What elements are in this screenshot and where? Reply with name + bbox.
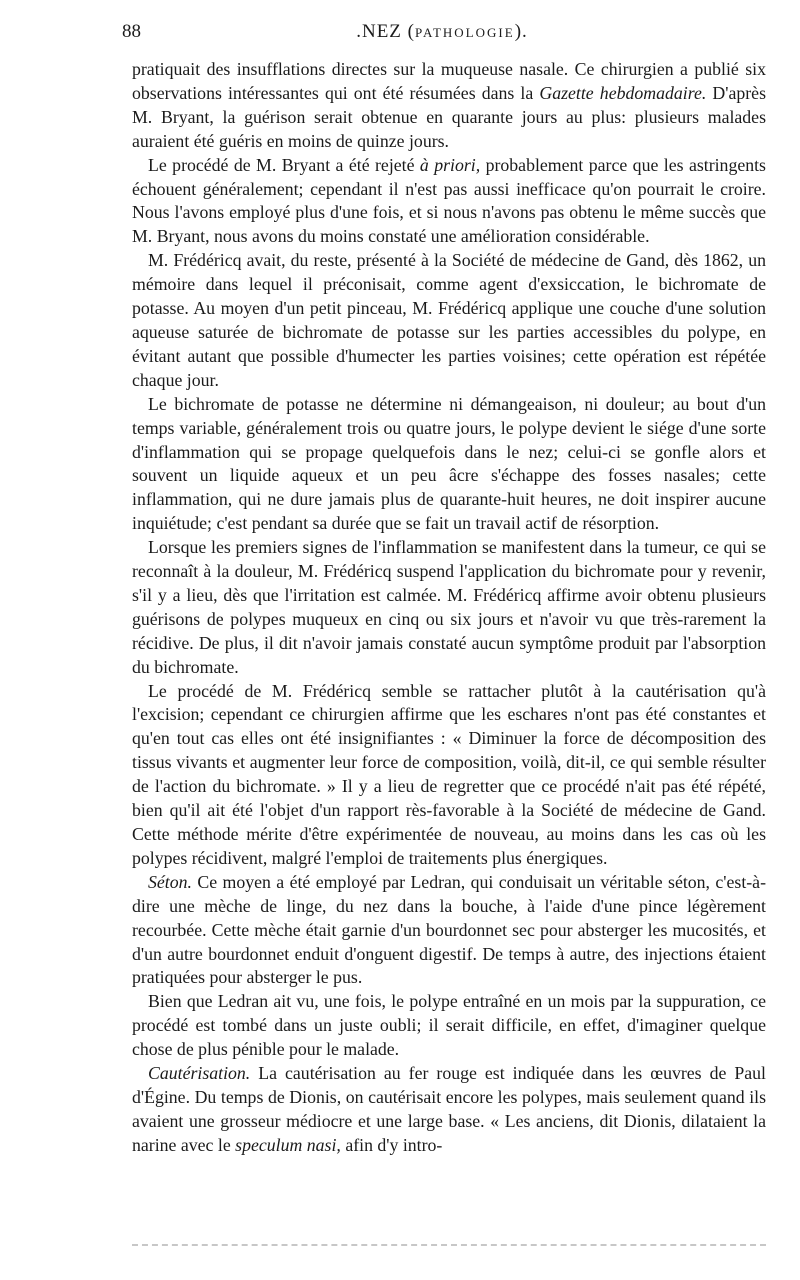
paragraph-text: pratiquait des insufflations directes sur la muqueuse nasale. Ce chirurgien a publié six observations intéressantes qui ont été résumées dans la [132,59,766,103]
section-term-seton: Séton. [148,871,192,892]
paragraph-bichromate-effects: Le bichromate de potasse ne détermine ni démangeaison, ni douleur; au bout d'un temps variable, généralement trois ou quatre jours, le polype devient le siége d'une sorte d'inflammation qui se propage quelquefois dans le nez; celui-ci se gonfle alors et souvent un liquide aqueux et un peu âcre s'échappe des fosses nasales; cette inflammation, qui ne dure jamais plus de quarante-huit heures, ne doit inspirer aucune inquiétude; c'est pendant sa durée que se fait un travail actif de résorption. [132,393,766,534]
running-title-subject: PATHOLOGIE [414,25,515,40]
paragraph-bryant-insufflations [132,58,766,154]
paragraph-fredericq-memoir: M. Frédéricq avait, du reste, présenté à la Société de médecine de Gand, dès 1862, un mémoire dans lequel il préconisait, comme agent d'exsiccation, le bichromate de potasse. Au moyen d'un petit pinceau, M. Frédéricq applique une couche d'une solution aqueuse saturée de bichromate de potasse sur les parties accessibles du polype, en évitant autant que possible d'humecter les parties voisines; cette opération est répétée chaque jour. [132,250,766,390]
paragraph-cauterisation-relation: Le procédé de M. Frédéricq semble se rattacher plutôt à la cautérisation qu'à l'excision; cependant ce chirurgien affirme que les eschares n'ont pas été constantes et qu'en tout cas elles ont été insignifiantes : « Diminuer la force de décomposition des tissus vivants et augmenter leur force de composition, voilà, dit-il, ce qui semble résulter de l'action du bichromate. » Il y a lieu de regretter que ce procédé n'ait pas été répété, bien qu'il ait été l'objet d'un rapport rès-favorable à la Société de médecine de Gand. Cette méthode mérite d'être expérimentée de nouveau, au moins dans les cas où les polypes récidivent, malgré l'emploi de traitements plus énergiques. [132,680,766,868]
paragraph-text: probablement parce que les astringents échouent généralement; cependant il n'est pas aussi inefficace qu'on pourrait le croire. Nous l'avons employé plus d'une fois, et si nous n'avons pas obtenu le même succès que M. Bryant, nous avons du moins constaté une amélioration considérable. [132,154,766,247]
running-title-open: ( [401,21,415,42]
running-title [122,18,762,47]
page-header [122,18,762,46]
latin-phrase: à priori, [419,154,481,175]
paragraph-text: D'après M. Bryant, la guérison serait obtenue en quarante jours au plus: plusieurs malades auraient été guéris en moins de quinze jours. [132,82,766,151]
paragraph-ledran-suppuration: Bien que Ledran ait vu, une fois, le polype entraîné en un mois par la suppuration, ce procédé est tombé dans un juste oubli; il serait difficile, en effet, d'imaginer quelque chose de plus pénible pour le malade. [132,991,766,1060]
paragraph-cauterisation [132,1062,766,1158]
page-number: 88 [122,21,141,42]
paragraph-seton [132,871,766,991]
footer-rule [132,1244,766,1246]
paragraph-inflammation-signs: Lorsque les premiers signes de l'inflammation se manifestent dans la tumeur, ce qui se reconnaît à la douleur, M. Frédéricq suspend l'application du bichromate pour y revenir, s'il y a lieu, dès que l'irritation est calmée. M. Frédéricq affirme avoir obtenu plusieurs guérisons de polypes muqueux en cinq ou six jours et n'avoir vu que très-rarement la récidive. De plus, il dit n'avoir jamais constaté aucun symptôme produit par l'absorption du bichromate. [132,537,766,677]
paragraph-bryant-procedure [132,154,766,250]
running-title-main: .NEZ [356,21,402,42]
body-text [132,58,766,1158]
latin-term-speculum: speculum nasi, [235,1134,341,1155]
paragraph-text: afin d'y intro- [340,1134,443,1155]
paragraph-text: Ce moyen a été employé par Ledran, qui conduisait un véritable séton, c'est-à-dire une mèche de linge, du nez dans la bouche, à l'aide d'une pince légèrement recourbée. Cette mèche était garnie d'un bourdonnet sec pour absterger les mucosités, et d'un autre bourdonnet enduit d'onguent digestif. De temps à autre, des injections étaient pratiquées pour absterger le pus. [132,871,766,988]
paragraph-text: La cautérisation au fer rouge est indiquée dans les œuvres de Paul d'Égine. Du temps de Dionis, on cautérisait encore les polypes, mais seulement quand ils avaient une grosseur médiocre et une large base. « Les anciens, dit Dionis, dilataient la narine avec le [132,1063,766,1155]
journal-title: Gazette hebdomadaire. [539,82,707,103]
running-title-close: ). [514,21,528,42]
paragraph-text: Le procédé de M. Bryant a été rejeté [148,154,420,175]
section-term-cauterisation: Cautérisation. [148,1063,251,1084]
